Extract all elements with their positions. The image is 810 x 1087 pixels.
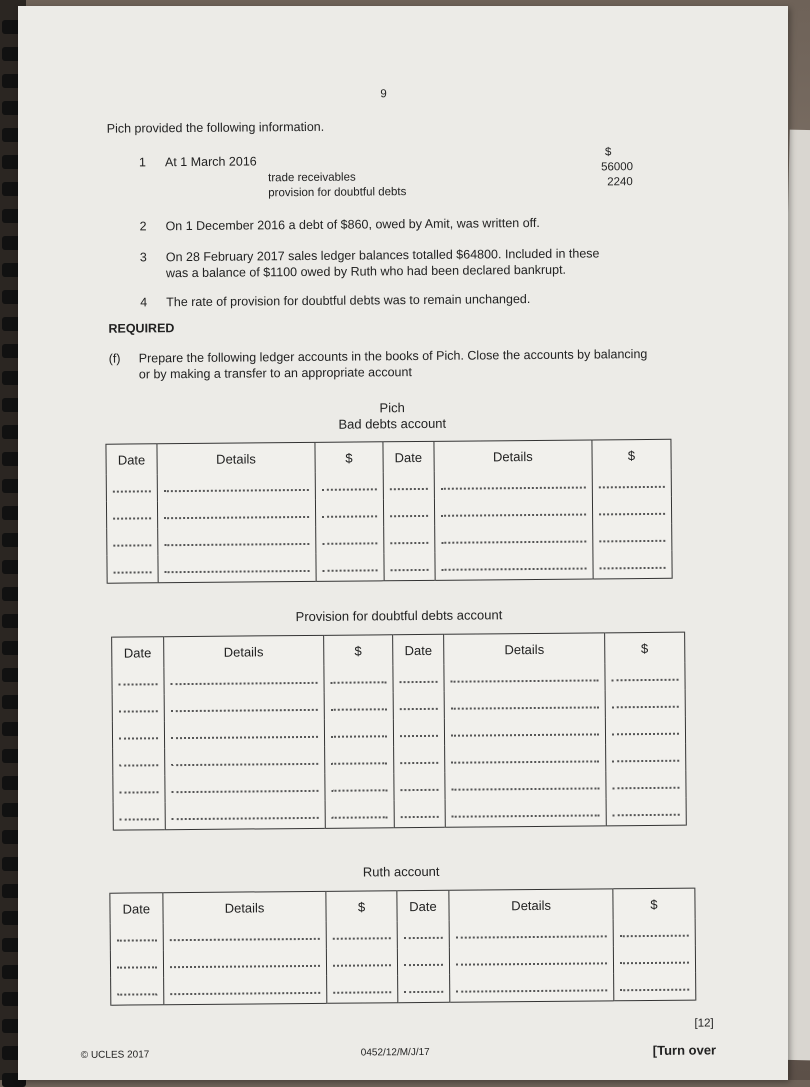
- ledger-entry-line[interactable]: [106, 501, 157, 528]
- ledger-entry-line[interactable]: [324, 665, 393, 693]
- ledger-entry-line[interactable]: [613, 946, 695, 974]
- ledger-column-header: Date: [383, 441, 434, 472]
- ledger-entry-line[interactable]: [393, 692, 445, 719]
- ledger-entry-line[interactable]: [434, 524, 592, 552]
- ledger-column-header: Details: [449, 889, 613, 921]
- ledger-entry-line[interactable]: [316, 553, 384, 581]
- ledger-entry-line[interactable]: [383, 472, 434, 499]
- ledger-entry-line[interactable]: [450, 946, 614, 974]
- ledger-title-ruth: Ruth account: [362, 863, 440, 880]
- ledger-column-header: Details: [163, 891, 327, 923]
- ledger-entry-line[interactable]: [444, 690, 605, 718]
- ledger-entry-line[interactable]: [393, 665, 445, 692]
- ledger-entry-line[interactable]: [383, 499, 434, 526]
- question-label: (f): [108, 351, 121, 366]
- ledger-entry-line[interactable]: [394, 773, 446, 800]
- business-name: Pich: [379, 400, 405, 416]
- ledger-entry-line[interactable]: [606, 798, 686, 826]
- ledger-entry-line[interactable]: [315, 472, 383, 500]
- item-2-text: On 1 December 2016 a debt of $860, owed by Amit, was written off.: [165, 215, 540, 234]
- item-1-text: At 1 March 2016: [164, 154, 257, 170]
- ledger-entry-line[interactable]: [112, 694, 164, 721]
- ledger-entry-line[interactable]: [163, 922, 327, 950]
- ledger-entry-line[interactable]: [112, 721, 164, 748]
- ledger-column-header: Date: [106, 444, 157, 475]
- ledger-column-header: Date: [396, 890, 449, 921]
- ledger-entry-line[interactable]: [163, 666, 324, 694]
- ledger-entry-line[interactable]: [110, 923, 163, 950]
- ledger-column-header: $: [315, 442, 383, 473]
- ledger-entry-line[interactable]: [434, 470, 592, 498]
- currency-header: $: [604, 146, 612, 159]
- question-text-line-1: Prepare the following ledger accounts in the books of Pich. Close the accounts by balancing: [138, 346, 648, 366]
- ledger-entry-line[interactable]: [605, 744, 685, 772]
- ledger-entry-line[interactable]: [324, 692, 393, 720]
- ledger-entry-line[interactable]: [394, 800, 446, 828]
- ledger-entry-line[interactable]: [113, 802, 165, 830]
- ledger-entry-line[interactable]: [606, 771, 686, 799]
- ledger-title-provision: Provision for doubtful debts account: [295, 607, 503, 625]
- ledger-entry-line[interactable]: [445, 798, 606, 827]
- ledger-entry-line[interactable]: [110, 950, 163, 977]
- ledger-entry-line[interactable]: [325, 746, 394, 774]
- ledger-ruth: [109, 888, 696, 1006]
- ledger-column-header: Details: [444, 633, 605, 665]
- page-number: 9: [380, 88, 387, 101]
- ledger-entry-line[interactable]: [324, 719, 393, 747]
- ledger-entry-line[interactable]: [163, 949, 327, 977]
- ledger-column-header: Date: [392, 634, 444, 665]
- ledger-column-header: $: [592, 439, 671, 470]
- ledger-entry-line[interactable]: [325, 773, 394, 801]
- ledger-entry-line[interactable]: [384, 553, 435, 581]
- ledger-entry-line[interactable]: [315, 499, 383, 527]
- ledger-entry-line[interactable]: [605, 690, 685, 718]
- ledger-entry-line[interactable]: [397, 921, 450, 948]
- ledger-entry-line[interactable]: [316, 526, 384, 554]
- ledger-entry-line[interactable]: [157, 500, 315, 528]
- ledger-entry-line[interactable]: [605, 717, 685, 745]
- ledger-entry-line[interactable]: [164, 720, 325, 748]
- ledger-entry-line[interactable]: [614, 973, 696, 1001]
- ledger-entry-line[interactable]: [445, 744, 606, 772]
- item-3-number: 3: [139, 250, 147, 265]
- ledger-entry-line[interactable]: [397, 948, 450, 975]
- item-1-number: 1: [138, 155, 147, 170]
- intro-text: Pich provided the following information.: [106, 119, 325, 136]
- exam-page: [18, 6, 788, 1080]
- ledger-entry-line[interactable]: [393, 719, 445, 746]
- ledger-provision: [111, 632, 687, 831]
- ledger-column-header: $: [326, 891, 396, 922]
- ledger-entry-line[interactable]: [592, 470, 671, 498]
- ledger-entry-line[interactable]: [592, 497, 671, 525]
- ledger-bad-debts: [105, 439, 672, 584]
- ledger-column-header: Details: [157, 442, 315, 474]
- ledger-entry-line[interactable]: [158, 527, 316, 555]
- ledger-entry-line[interactable]: [327, 921, 397, 949]
- ledger-row: [107, 551, 672, 583]
- ledger-entry-line[interactable]: [107, 528, 158, 555]
- page-content: [14, 3, 793, 1084]
- ledger-entry-line[interactable]: [113, 748, 165, 775]
- ledger-column-header: $: [613, 888, 695, 919]
- ledger-entry-line[interactable]: [445, 771, 606, 799]
- ledger-column-header: Date: [112, 637, 164, 668]
- ledger-entry-line[interactable]: [164, 747, 325, 775]
- ledger-entry-line[interactable]: [325, 800, 394, 828]
- ledger-column-header: Details: [163, 635, 324, 667]
- ledger-entry-line[interactable]: [157, 473, 315, 501]
- ledger-entry-line[interactable]: [163, 976, 327, 1005]
- ledger-entry-line[interactable]: [165, 801, 326, 830]
- ledger-entry-line[interactable]: [444, 663, 605, 691]
- balance-label-receivables: trade receivables: [268, 171, 356, 185]
- ledger-column-header: Date: [110, 893, 163, 924]
- ledger-entry-line[interactable]: [113, 775, 165, 802]
- copyright: © UCLES 2017: [80, 1049, 150, 1061]
- ledger-entry-line[interactable]: [445, 717, 606, 745]
- ledger-title-bad-debts: Bad debts account: [338, 415, 447, 432]
- ledger-column-header: $: [604, 632, 685, 663]
- ledger-entry-line[interactable]: [434, 497, 592, 525]
- ledger-entry-line[interactable]: [593, 524, 672, 552]
- item-2-number: 2: [139, 219, 147, 234]
- item-3-text-line-1: On 28 February 2017 sales ledger balances totalled $64800. Included in these: [165, 246, 600, 265]
- item-4-number: 4: [140, 295, 148, 310]
- ledger-column-header: $: [324, 635, 393, 666]
- ledger-entry-line[interactable]: [107, 555, 158, 583]
- ledger-entry-line[interactable]: [605, 663, 685, 691]
- question-text-line-2: or by making a transfer to an appropriate account: [138, 365, 412, 382]
- ledger-row: [111, 973, 696, 1006]
- ledger-entry-line[interactable]: [593, 551, 672, 579]
- ledger-row: [113, 798, 686, 830]
- ledger-entry-line[interactable]: [450, 973, 614, 1002]
- turn-over: [Turn over: [652, 1042, 717, 1058]
- ledger-entry-line[interactable]: [393, 746, 445, 773]
- ledger-column-header: Details: [434, 440, 592, 472]
- ledger-entry-line[interactable]: [164, 774, 325, 802]
- balance-value-receivables: 56000: [600, 161, 634, 174]
- balance-label-provision: provision for doubtful debts: [268, 186, 407, 200]
- ledger-entry-line[interactable]: [449, 919, 613, 947]
- ledger-entry-line[interactable]: [397, 975, 450, 1003]
- item-3-text-line-2: was a balance of $1100 owed by Ruth who had been declared bankrupt.: [165, 262, 567, 281]
- ledger-entry-line[interactable]: [435, 551, 593, 580]
- ledger-entry-line[interactable]: [384, 526, 435, 553]
- ledger-entry-line[interactable]: [327, 948, 397, 976]
- paper-code: 0452/12/M/J/17: [360, 1046, 430, 1059]
- ledger-entry-line[interactable]: [158, 554, 316, 583]
- required-heading: REQUIRED: [108, 321, 175, 336]
- ledger-entry-line[interactable]: [112, 667, 164, 694]
- ledger-entry-line[interactable]: [106, 474, 157, 501]
- balance-value-provision: 2240: [607, 176, 633, 189]
- ledger-entry-line[interactable]: [164, 693, 325, 721]
- ledger-entry-line[interactable]: [327, 975, 397, 1003]
- ledger-entry-line[interactable]: [111, 977, 164, 1005]
- marks: [12]: [694, 1017, 714, 1030]
- ledger-entry-line[interactable]: [613, 919, 695, 947]
- item-4-text: The rate of provision for doubtful debts was to remain unchanged.: [166, 292, 531, 310]
